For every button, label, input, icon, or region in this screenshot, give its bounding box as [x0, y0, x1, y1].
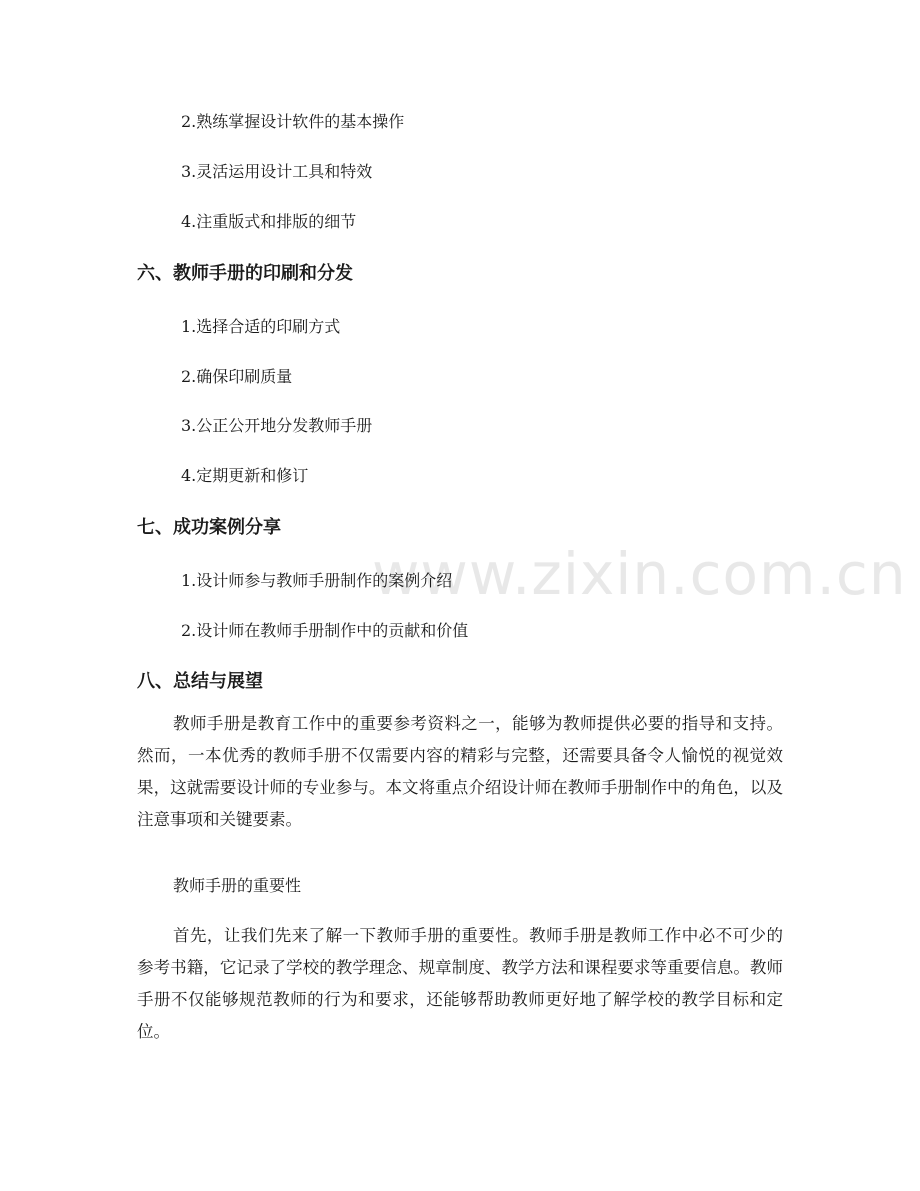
- list-item: 1.选择合适的印刷方式: [181, 317, 341, 336]
- paragraph: 教师手册是教育工作中的重要参考资料之一，能够为教师提供必要的指导和支持。然而，一本优秀的教师手册不仅需要内容的精彩与完整，还需要具备令人愉悦的视觉效果，这就需要设计师的专业参与。本文将重点介绍设计师在教师手册制作中的角色，以及注意事项和关键要素。: [137, 714, 783, 829]
- section-heading: 八、总结与展望: [137, 671, 263, 692]
- paragraph: 首先，让我们先来了解一下教师手册的重要性。教师手册是教师工作中必不可少的参考书籍，它记录了学校的教学理念、规章制度、教学方法和课程要求等重要信息。教师手册不仅能够规范教师的行为和要求，还能够帮助教师更好地了解学校的教学目标和定位。: [137, 926, 783, 1041]
- list-item: 2.确保印刷质量: [181, 367, 293, 386]
- section-heading: 六、教师手册的印刷和分发: [137, 263, 353, 284]
- watermark: www.zixin.com.cn: [372, 540, 907, 608]
- list-item: 1.设计师参与教师手册制作的案例介绍: [181, 571, 453, 590]
- subheading: 教师手册的重要性: [173, 876, 302, 895]
- list-item: 4.定期更新和修订: [181, 466, 309, 485]
- list-item: 3.公正公开地分发教师手册: [181, 416, 373, 435]
- section-heading: 七、成功案例分享: [137, 517, 281, 538]
- list-item: 2.设计师在教师手册制作中的贡献和价值: [181, 621, 469, 640]
- list-item: 3.灵活运用设计工具和特效: [181, 162, 373, 181]
- list-item: 2.熟练掌握设计软件的基本操作: [181, 112, 405, 131]
- list-item: 4.注重版式和排版的细节: [181, 212, 357, 231]
